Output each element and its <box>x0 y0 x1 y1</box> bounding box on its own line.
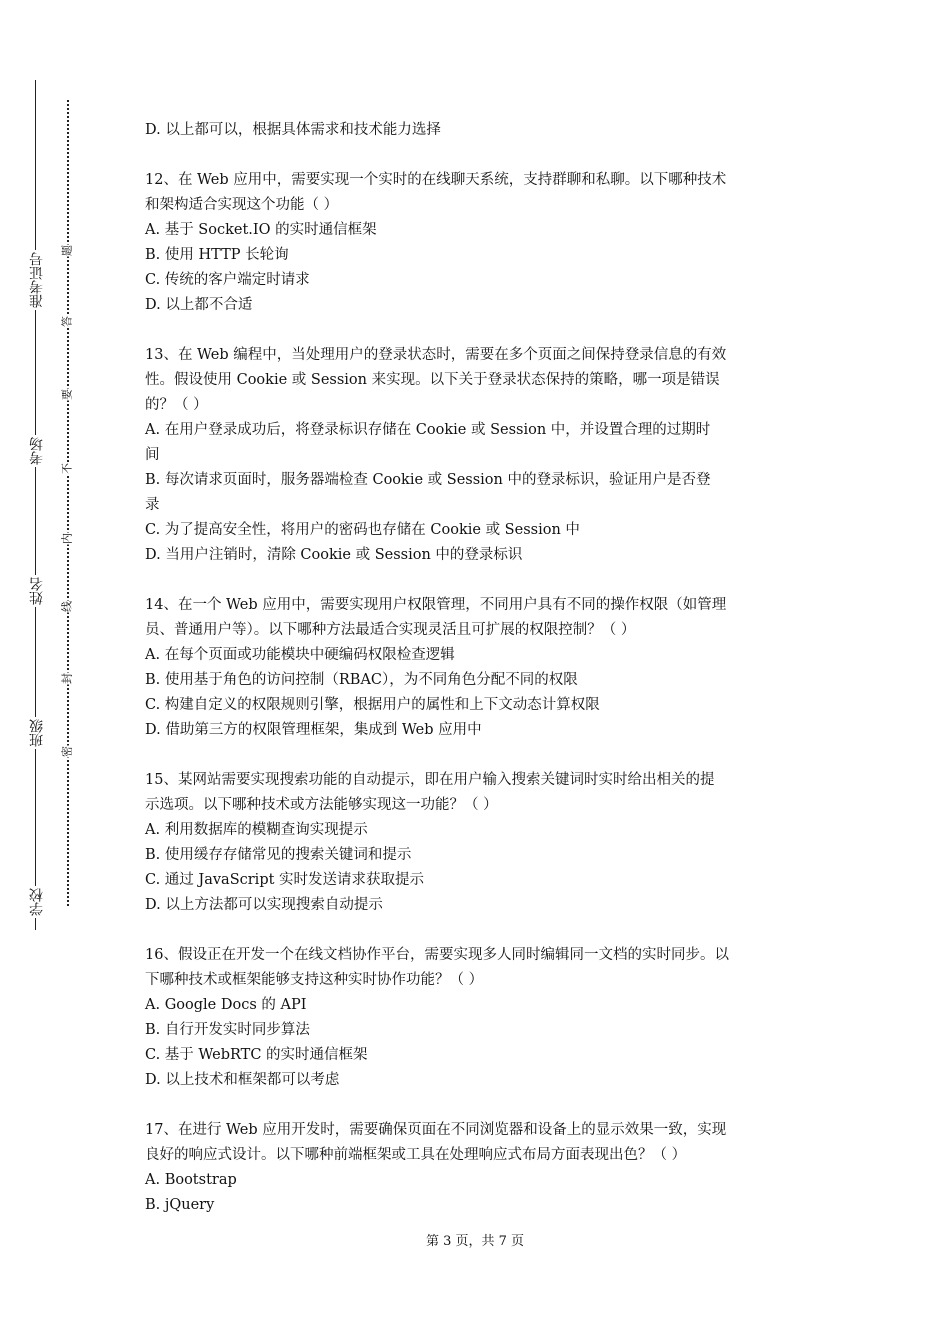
answer-option: B. 自行开发实时同步算法 <box>145 1022 310 1038</box>
answer-option: D. 以上技术和框架都可以考虑 <box>145 1072 340 1088</box>
answer-option: C. 构建自定义的权限规则引擎，根据用户的属性和上下文动态计算权限 <box>145 697 600 713</box>
question-stem: 示选项。以下哪种技术或方法能够实现这一功能？（ ） <box>145 797 498 813</box>
answer-option: D. 借助第三方的权限管理框架，集成到 Web 应用中 <box>145 722 482 738</box>
answer-option: B. 使用缓存存储常见的搜索关键词和提示 <box>145 847 412 863</box>
binding-line <box>35 80 36 930</box>
question-stem: 良好的响应式设计。以下哪种前端框架或工具在处理响应式布局方面表现出色？（ ） <box>145 1147 687 1163</box>
question-block <box>145 768 810 918</box>
answer-option: A. 在每个页面或功能模块中硬编码权限检查逻辑 <box>145 647 455 663</box>
answer-option: D. 当用户注销时，清除 Cookie 或 Session 中的登录标识 <box>145 547 523 563</box>
answer-option: 录 <box>145 497 160 513</box>
seal-char: 密 <box>60 746 74 757</box>
question-block <box>145 593 810 743</box>
question-block <box>145 1118 810 1218</box>
exam-number-label: 准考证号 <box>29 252 45 308</box>
answer-option: A. 利用数据库的模糊查询实现提示 <box>145 822 368 838</box>
question-stem: 15、某网站需要实现搜索功能的自动提示，即在用户输入搜索关键词时实时给出相关的提 <box>145 772 715 788</box>
name-label: 姓名 <box>29 577 45 605</box>
question-stem: 17、在进行 Web 应用开发时，需要确保页面在不同浏览器和设备上的显示效果一致，实现 <box>145 1122 727 1138</box>
answer-option: A. Google Docs 的 API <box>145 997 307 1013</box>
seal-dotted-line <box>67 100 69 906</box>
answer-option: B. 使用 HTTP 长轮询 <box>145 247 289 263</box>
question-stem: 16、假设正在开发一个在线文档协作平台，需要实现多人同时编辑同一文档的实时同步。以 <box>145 947 729 963</box>
seal-char: 答 <box>60 316 74 327</box>
question-stem: 14、在一个 Web 应用中，需要实现用户权限管理，不同用户具有不同的操作权限（如管理 <box>145 597 727 613</box>
answer-option: B. 每次请求页面时，服务器端检查 Cookie 或 Session 中的登录标识，验证用户是否登 <box>145 472 711 488</box>
binding-margin <box>0 0 90 1344</box>
seal-char: 要 <box>60 389 74 400</box>
answer-option: D. 以上都不合适 <box>145 297 253 313</box>
question-stem: 和架构适合实现这个功能（ ） <box>145 197 339 213</box>
seal-char: 封 <box>60 673 74 684</box>
answer-option: C. 传统的客户端定时请求 <box>145 272 310 288</box>
answer-option: D. 以上方法都可以实现搜索自动提示 <box>145 897 383 913</box>
question-content <box>145 118 810 1218</box>
question-list <box>145 168 810 1218</box>
answer-option: C. 为了提高安全性，将用户的密码也存储在 Cookie 或 Session 中 <box>145 522 580 538</box>
question-block <box>145 168 810 318</box>
seal-char: 内 <box>60 533 74 544</box>
answer-option: A. 在用户登录成功后，将登录标识存储在 Cookie 或 Session 中，并设置合理的过期时 <box>145 422 711 438</box>
carryover-option: D. 以上都可以，根据具体需求和技术能力选择 <box>145 122 441 138</box>
seal-char: 不 <box>60 463 74 474</box>
exam-room-label: 考场 <box>29 437 45 465</box>
question-stem: 13、在 Web 编程中，当处理用户的登录状态时，需要在多个页面之间保持登录信息的有效 <box>145 347 727 363</box>
question-stem: 下哪种技术或框架能够支持这种实时协作功能？（ ） <box>145 972 484 988</box>
answer-option: 间 <box>145 447 160 463</box>
question-block <box>145 343 810 568</box>
question-stem: 12、在 Web 应用中，需要实现一个实时的在线聊天系统，支持群聊和私聊。以下哪种技术 <box>145 172 727 188</box>
answer-option: A. Bootstrap <box>145 1172 237 1188</box>
page-footer: 第 3 页，共 7 页 <box>425 1234 525 1249</box>
answer-option: A. 基于 Socket.IO 的实时通信框架 <box>145 222 377 238</box>
answer-option: B. jQuery <box>145 1197 215 1213</box>
answer-option: B. 使用基于角色的访问控制（RBAC），为不同角色分配不同的权限 <box>145 672 578 688</box>
question-stem: 员、普通用户等）。以下哪种方法最适合实现灵活且可扩展的权限控制？（ ） <box>145 622 636 638</box>
answer-option: C. 基于 WebRTC 的实时通信框架 <box>145 1047 368 1063</box>
seal-char: 题 <box>60 245 74 256</box>
school-label: 学校 <box>29 888 45 916</box>
class-label: 班级 <box>29 719 45 747</box>
question-stem: 的？（ ） <box>145 397 208 413</box>
question-block <box>145 943 810 1093</box>
question-stem: 性。假设使用 Cookie 或 Session 来实现。以下关于登录状态保持的策略，哪一项是错误 <box>145 372 720 388</box>
seal-char: 线 <box>60 601 74 612</box>
answer-option: C. 通过 JavaScript 实时发送请求获取提示 <box>145 872 425 888</box>
